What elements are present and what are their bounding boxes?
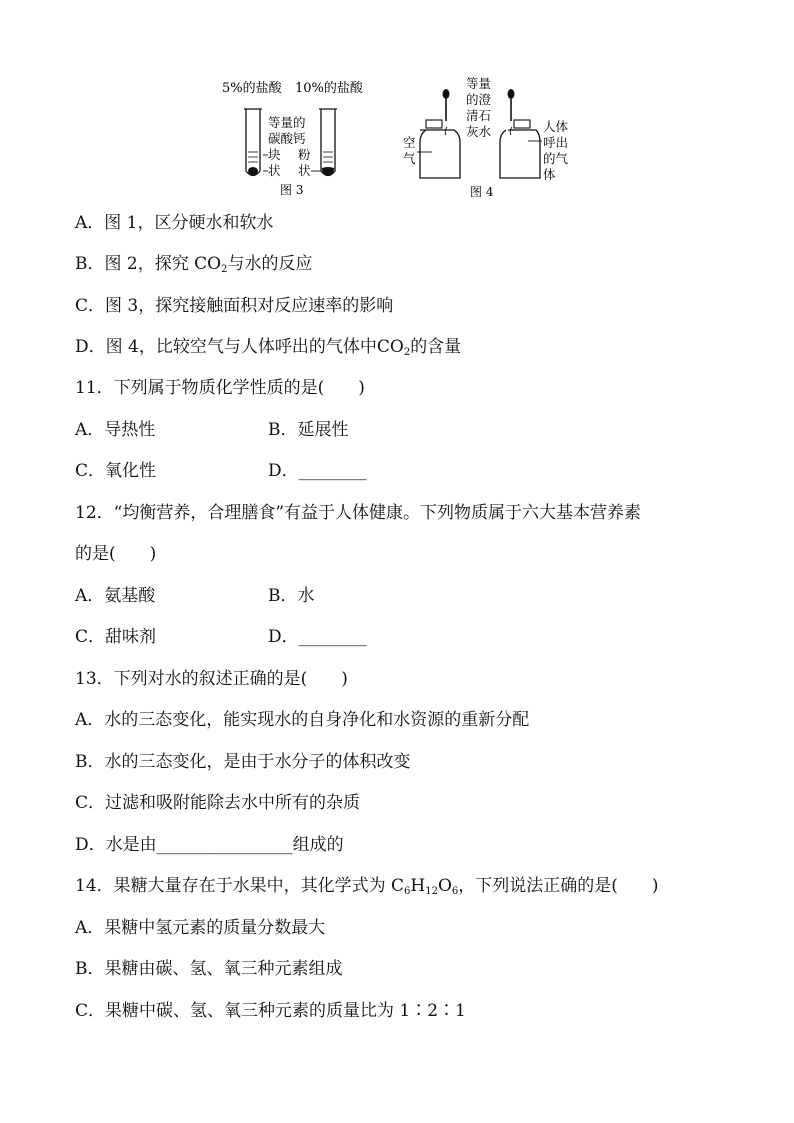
- q13-option-d: D．水是由________________组成的: [75, 835, 344, 855]
- option-text: 的含量: [410, 337, 462, 357]
- bottle-left: [420, 120, 460, 178]
- q12-stem-line-1: 12．“均衡营养，合理膳食”有益于人体健康。下列物质属于六大基本营养素: [75, 503, 642, 523]
- stem-text: O: [437, 876, 452, 896]
- fig4-dropper-label-4: 灰水: [466, 124, 492, 139]
- q13-stem: 13．下列对水的叙述正确的是( ): [75, 669, 348, 689]
- stem-text: H: [410, 876, 426, 896]
- q11-option-a: A．导热性: [75, 420, 156, 440]
- q14-option-c: C．果糖中碳、氢、氧三种元素的质量比为 1∶2∶1: [75, 1001, 466, 1021]
- q10-option-a: [75, 211, 274, 235]
- q12-option-c: C．甜味剂: [75, 627, 157, 647]
- fig3-middle-line-1: 等量的: [268, 115, 306, 130]
- fig4-dropper-label-2: 的澄: [466, 92, 492, 107]
- option-text: 图 3，探究接触面积对反应速率的影响: [105, 296, 394, 316]
- test-tube-left: [246, 109, 260, 176]
- bottle-right: [500, 120, 540, 178]
- fig4-left-label-1: 空: [403, 135, 416, 150]
- subscript: 2: [221, 264, 228, 275]
- fig3-left-side-2: 状: [268, 163, 281, 178]
- q10-option-c: [75, 294, 393, 318]
- fig3-right-side-1: 粉: [298, 147, 311, 162]
- q13-option-b: B．水的三态变化，是由于水分子的体积改变: [75, 752, 411, 772]
- fig4-right-label-4: 体: [543, 167, 556, 182]
- fig3-label-right: 10%的盐酸: [295, 81, 363, 96]
- q11-option-d: D．________: [268, 461, 367, 481]
- stem-text: 14．果糖大量存在于水果中，其化学式为 C: [75, 876, 405, 896]
- q13-option-a: A．水的三态变化，能实现水的自身净化和水资源的重新分配: [75, 710, 530, 730]
- q12-option-a: A．氨基酸: [75, 586, 156, 606]
- lump-calcium-carbonate: [248, 167, 258, 175]
- fig4-right-label-3: 的气: [543, 151, 569, 166]
- option-letter: A．: [75, 213, 105, 233]
- q12-option-d: D．________: [268, 627, 367, 647]
- q12-row-1: [75, 584, 725, 608]
- fig4-dropper-label-3: 清石: [466, 108, 492, 123]
- q12-option-b: B．水: [268, 586, 315, 606]
- q11-option-b: B．延展性: [268, 420, 349, 440]
- subscript: 12: [425, 886, 438, 897]
- fig3-left-side-1: 块: [268, 147, 281, 162]
- option-letter: D．: [75, 337, 106, 357]
- q11-option-c: C．氧化性: [75, 461, 157, 481]
- fig4-caption: 图 4: [470, 185, 494, 199]
- fig3-right-side-2: 状: [298, 163, 311, 178]
- option-letter: B．: [75, 254, 105, 274]
- option-letter: C．: [75, 296, 106, 316]
- experiment-figures: [0, 0, 794, 205]
- q10-option-d: [75, 335, 461, 359]
- q13-option-c: C．过滤和吸附能除去水中所有的杂质: [75, 793, 361, 813]
- q12-stem-line-2: 的是( ): [75, 544, 157, 564]
- q11-row-1: [75, 418, 725, 442]
- option-text: 图 1，区分硬水和软水: [104, 213, 274, 233]
- fig4-dropper-label-1: 等量: [466, 76, 492, 91]
- q14-stem: [75, 874, 659, 898]
- fig3-middle-line-2: 碳酸钙: [268, 131, 306, 146]
- subscript: 2: [403, 347, 411, 358]
- q10-option-b: [75, 252, 312, 276]
- q12-row-2: [75, 625, 725, 649]
- option-text: 图 2，探究 CO: [104, 254, 222, 274]
- fig4-right-label-2: 呼出: [543, 135, 569, 150]
- subscript: 6: [451, 886, 459, 897]
- q11-stem: 11．下列属于物质化学性质的是( ): [75, 378, 365, 398]
- test-tube-right: [321, 109, 335, 176]
- q14-option-a: A．果糖中氢元素的质量分数最大: [75, 918, 326, 938]
- subscript: 6: [404, 886, 411, 897]
- fig4-right-label-1: 人体: [543, 119, 569, 134]
- q14-option-b: B．果糖由碳、氢、氧三种元素组成: [75, 959, 343, 979]
- option-text: 图 4，比较空气与人体呼出的气体中CO: [105, 337, 404, 357]
- q11-row-2: [75, 459, 725, 483]
- fig4-left-label-2: 气: [403, 151, 416, 166]
- stem-text: ，下列说法正确的是( ): [458, 876, 659, 896]
- figure-3: [222, 80, 364, 197]
- figure-4: [403, 76, 569, 199]
- fig3-label-left: 5%的盐酸: [222, 81, 282, 96]
- fig3-caption: 图 3: [280, 183, 304, 197]
- option-text: 与水的反应: [227, 254, 313, 274]
